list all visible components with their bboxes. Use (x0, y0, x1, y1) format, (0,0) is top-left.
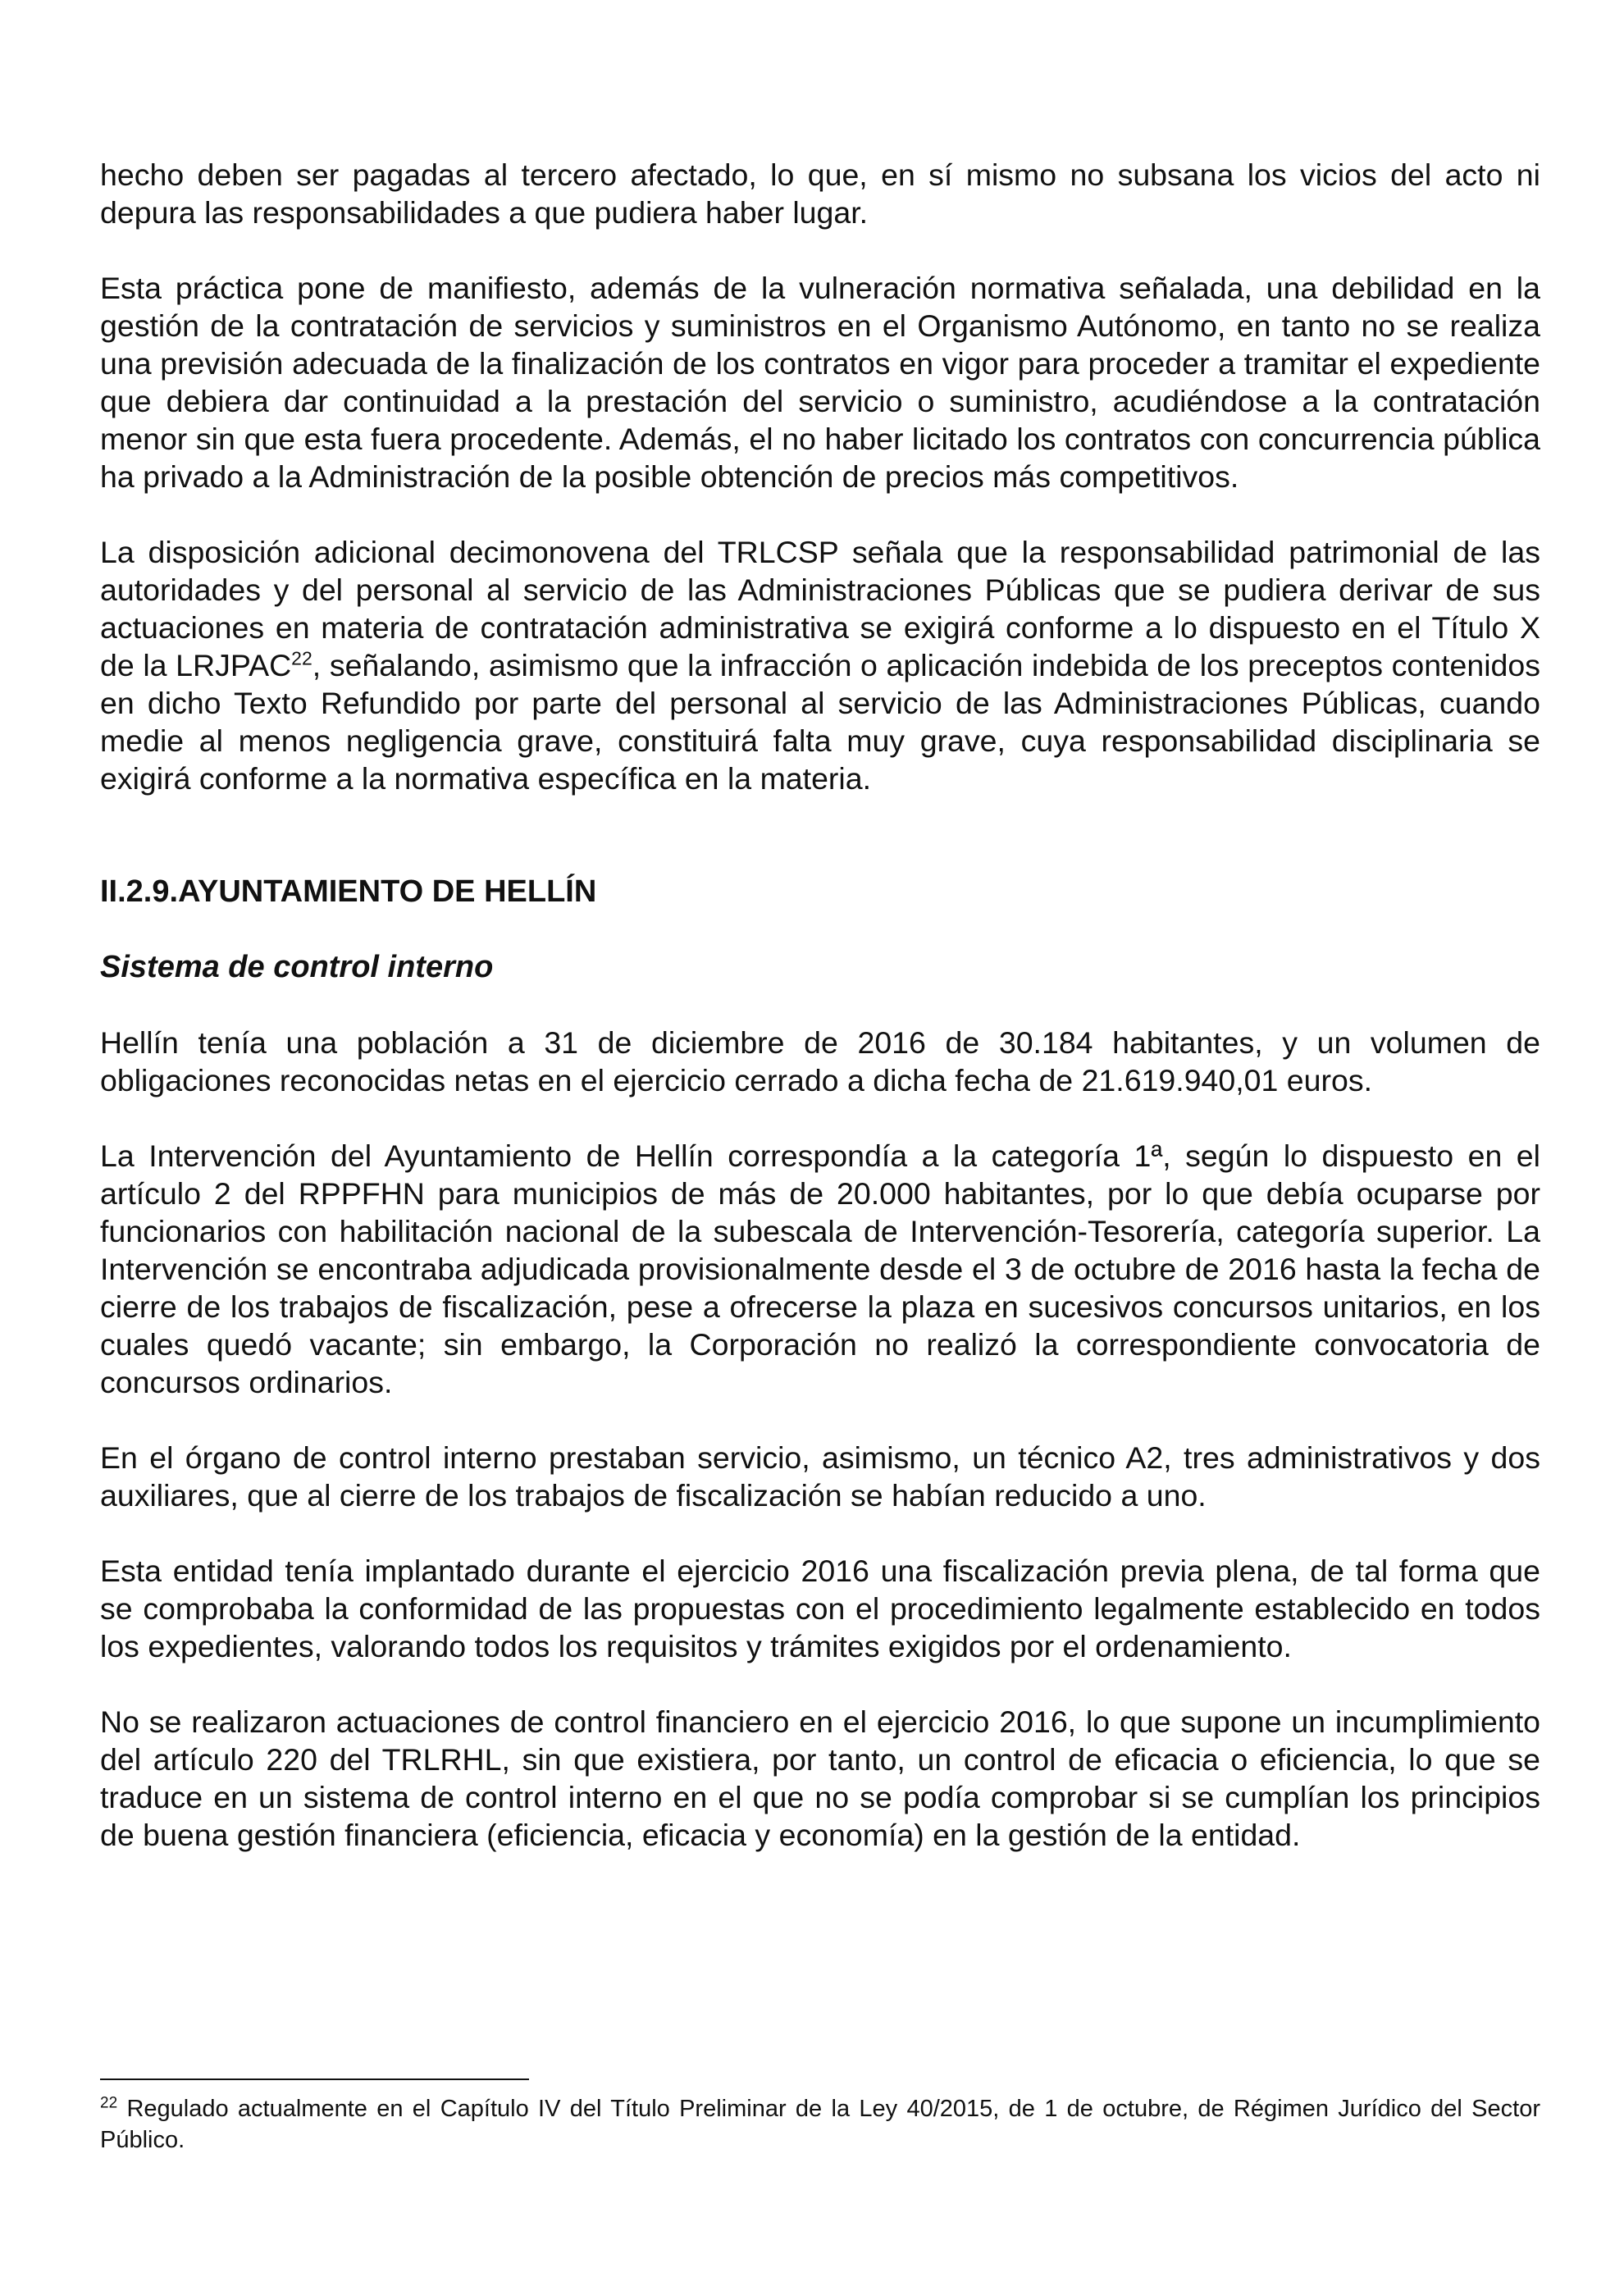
paragraph-1: hecho deben ser pagadas al tercero afectado, lo que, en sí mismo no subsana los vicios del acto ni depura las responsabilidades a que pudiera haber lugar. (100, 157, 1540, 230)
paragraph-lrjpac (100, 533, 1540, 797)
paragraph-lrjpac-before: La disposición adicional decimonovena del TRLCSP señala que la responsabilidad patrimonial de las autoridades y del personal al servicio de las Administraciones Públicas que se pudiera derivar de sus actuaciones en materia de contratación administrativa se exigirá conforme a lo dispuesto en el Título X de la LRJPAC (100, 535, 1540, 682)
section-number: II.2.9. (100, 874, 179, 909)
paragraph-lrjpac-after: , señalando, asimismo que la infracción o aplicación indebida de los preceptos contenidos en dicho Texto Refundido por parte del personal al servicio de las Administraciones Públicas, cuando medie al menos negligencia grave, constituirá falta muy grave, cuya responsabilidad disciplinaria se exigirá conforme a la normativa específica en la materia. (100, 648, 1540, 796)
footnote-reference[interactable]: 22 (291, 647, 312, 669)
paragraph-personal: En el órgano de control interno prestaban servicio, asimismo, un técnico A2, tres administrativos y dos auxiliares, que al cierre de los trabajos de fiscalización se habían reducido a uno. (100, 1440, 1540, 1513)
paragraph-fiscalizacion: Esta entidad tenía implantado durante el ejercicio 2016 una fiscalización previa plena, de tal forma que se comprobaba la conformidad de las propuestas con el procedimiento legalmente establecido en todos los expedientes, valorando todos los requisitos y trámites exigidos por el ordenamiento. (100, 1554, 1540, 1663)
footnote (100, 2093, 1540, 2156)
paragraph-2: Esta práctica pone de manifiesto, además de la vulneración normativa señalada, una debilidad en la gestión de la contratación de servicios y suministros en el Organismo Autónomo, en tanto no se realiza una previsión adecuada de la finalización de los contratos en vigor para proceder a tramitar el expediente que debiera dar continuidad a la prestación del servicio o suministro, acudiéndose a la contratación menor sin que esta fuera procedente. Además, el no haber licitado los contratos con concurrencia pública ha privado a la Administración de la posible obtención de precios más competitivos. (100, 271, 1540, 494)
footnote-separator (100, 2079, 529, 2080)
footnote-number: 22 (100, 2094, 118, 2112)
paragraph-poblacion: Hellín tenía una población a 31 de diciembre de 2016 de 30.184 habitantes, y un volumen de obligaciones reconocidas netas en el ejercicio cerrado a dicha fecha de 21.619.940,01 euros. (100, 1025, 1540, 1097)
footnote-text: Regulado actualmente en el Capítulo IV del Título Preliminar de la Ley 40/2015, de 1 de octubre, de Régimen Jurídico del Sector Público. (100, 2096, 1540, 2153)
document-body (100, 156, 1540, 1891)
subsection-title: Sistema de control interno (100, 950, 494, 984)
paragraph-control-financiero: No se realizaron actuaciones de control financiero en el ejercicio 2016, lo que supone un incumplimiento del artículo 220 del TRLRHL, sin que existiera, por tanto, un control de eficacia o eficiencia, lo que se traduce en un sistema de control interno en el que no se podía comprobar si se cumplían los principios de buena gestión financiera (eficiencia, eficacia y economía) en la gestión de la entidad. (100, 1704, 1540, 1852)
paragraph-intervencion: La Intervención del Ayuntamiento de Hellín correspondía a la categoría 1ª, según lo dispuesto en el artículo 2 del RPPFHN para municipios de más de 20.000 habitantes, por lo que debía ocuparse por funcionarios con habilitación nacional de la subescala de Intervención-Tesorería, categoría superior. La Intervención se encontraba adjudicada provisionalmente desde el 3 de octubre de 2016 hasta la fecha de cierre de los trabajos de fiscalización, pese a ofrecerse la plaza en sucesivos concursos unitarios, en los cuales quedó vacante; sin embargo, la Corporación no realizó la correspondiente convocatoria de concursos ordinarios. (100, 1138, 1540, 1399)
section-title: AYUNTAMIENTO DE HELLÍN (178, 874, 597, 909)
section-heading (100, 873, 1540, 910)
